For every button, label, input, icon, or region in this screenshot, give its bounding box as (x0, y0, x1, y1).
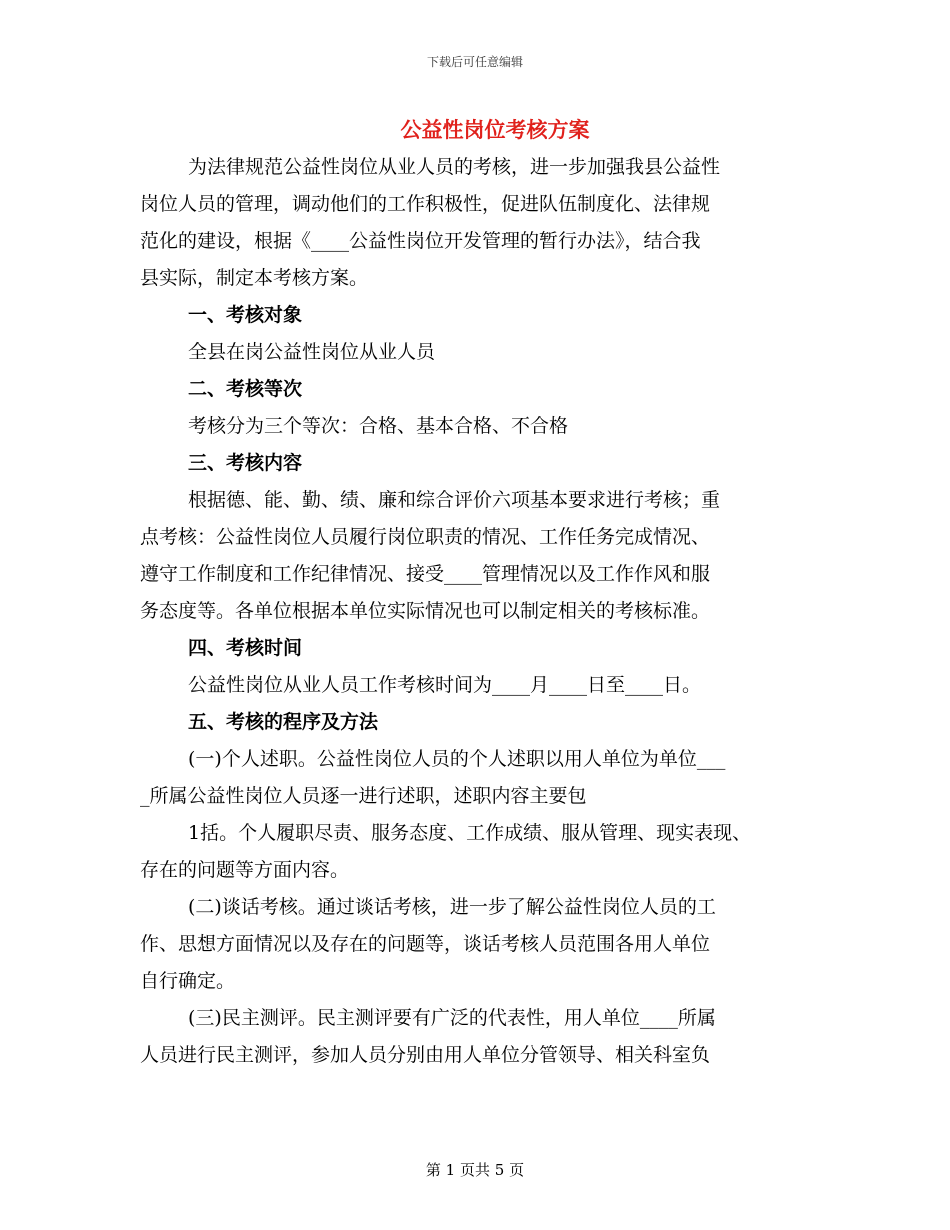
paragraph-line: 自行确定。 (140, 970, 236, 992)
document-body (140, 149, 840, 1074)
paragraph-line: _所属公益性岗位人员逐一进行述职，述职内容主要包 (140, 785, 587, 807)
paragraph-line: 作、思想方面情况以及存在的问题等，谈话考核人员范围各用人单位 (140, 933, 711, 955)
paragraph-line: 岗位人员的管理，调动他们的工作积极性，促进队伍制度化、法律规 (140, 193, 711, 215)
paragraph-line: 公益性岗位从业人员工作考核时间为____月____日至____日。 (188, 674, 702, 696)
paragraph-line: 1括。个人履职尽责、服务态度、工作成绩、服从管理、现实表现、 (188, 822, 752, 844)
paragraph-line: 人员进行民主测评，参加人员分别由用人单位分管领导、相关科室负 (140, 1044, 711, 1066)
page-footer: 第 1 页共 5 页 (425, 1161, 525, 1179)
section-heading: 二、考核等次 (188, 378, 303, 400)
paragraph-line: 遵守工作制度和工作纪律情况、接受____管理情况以及工作作风和服 (140, 563, 711, 585)
paragraph-line: 点考核：公益性岗位人员履行岗位职责的情况、工作任务完成情况、 (140, 526, 711, 548)
section-heading: 一、考核对象 (188, 304, 303, 326)
page-header: 下载后可任意编辑 (426, 55, 523, 69)
paragraph-line: 存在的问题等方面内容。 (140, 859, 350, 881)
paragraph-line: 根据德、能、勤、绩、廉和综合评价六项基本要求进行考核；重 (188, 489, 721, 511)
paragraph-line: (二)谈话考核。通过谈话考核，进一步了解公益性岗位人员的工 (188, 896, 716, 918)
paragraph-line: 为法律规范公益性岗位从业人员的考核，进一步加强我县公益性 (188, 156, 721, 178)
paragraph-line: (三)民主测评。民主测评要有广泛的代表性，用人单位____所属 (188, 1007, 716, 1029)
document-title: 公益性岗位考核方案 (400, 118, 590, 142)
section-heading: 三、考核内容 (188, 452, 303, 474)
section-heading: 五、考核的程序及方法 (188, 711, 379, 733)
paragraph-line: 范化的建设，根据《____公益性岗位开发管理的暂行办法》，结合我 (140, 230, 701, 252)
paragraph-line: 务态度等。各单位根据本单位实际情况也可以制定相关的考核标准。 (140, 600, 711, 622)
paragraph-line: 全县在岗公益性岗位从业人员 (188, 341, 436, 363)
section-heading: 四、考核时间 (188, 637, 303, 659)
paragraph-line: 考核分为三个等次：合格、基本合格、不合格 (188, 415, 569, 437)
paragraph-line: (一)个人述职。公益性岗位人员的个人述职以用人单位为单位___ (188, 748, 726, 770)
paragraph-line: 县实际，制定本考核方案。 (140, 267, 369, 289)
